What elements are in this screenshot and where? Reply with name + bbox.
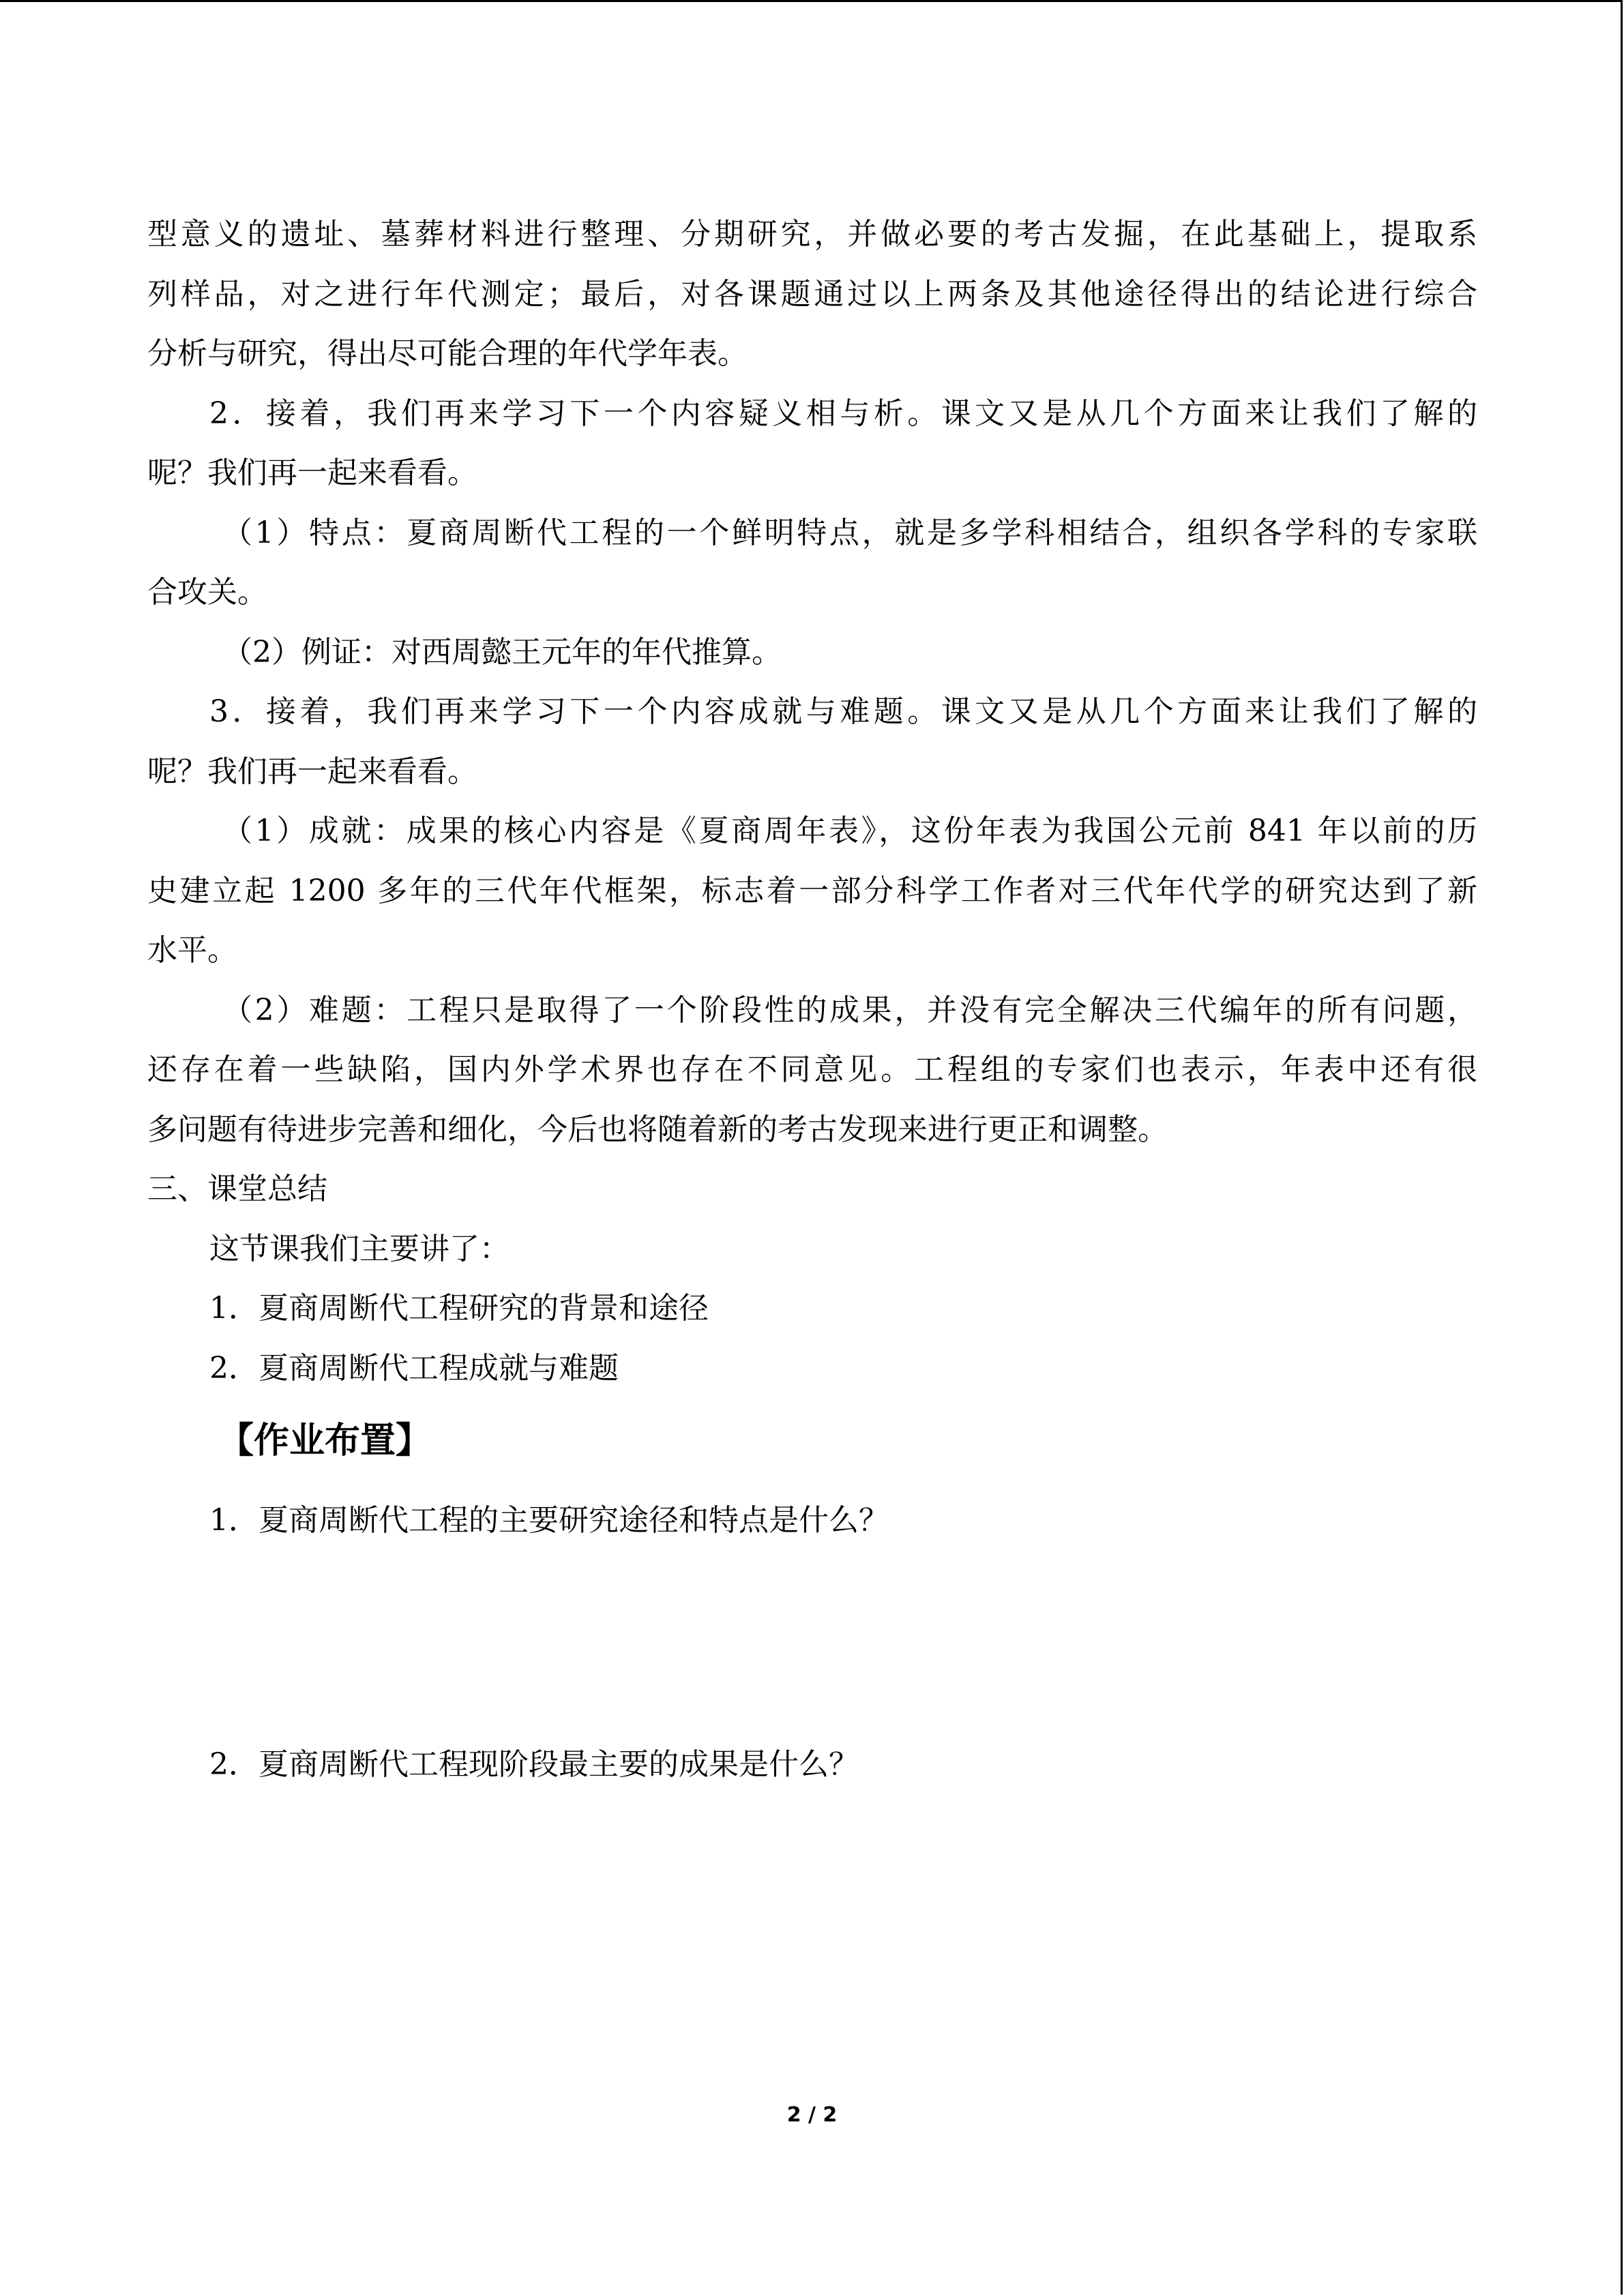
section-heading-summary: 三、课堂总结: [147, 1172, 327, 1206]
summary-item: 2．夏商周断代工程成就与难题: [209, 1350, 619, 1386]
paragraph-line: 列样品，对之进行年代测定；最后，对各课题通过以上两条及其他途径得出的结论进行综合: [147, 276, 1477, 312]
section-item-2: 2．接着，我们再来学习下一个内容疑义相与析。课文又是从几个方面来让我们了解的: [209, 396, 1477, 431]
homework-heading: 【作业布置】: [218, 1420, 432, 1461]
paragraph-line: 型意义的遗址、墓葬材料进行整理、分期研究，并做必要的考古发掘，在此基础上，提取系: [147, 217, 1477, 252]
summary-intro: 这节课我们主要讲了：: [209, 1231, 510, 1266]
paragraph-line: 分析与研究，得出尽可能合理的年代学年表。: [147, 336, 748, 371]
paragraph-line: 水平。: [147, 933, 237, 968]
sub-item-example: （2）例证：对西周懿王元年的年代推算。: [222, 634, 782, 670]
paragraph-line: 呢？我们再一起来看看。: [147, 754, 477, 789]
sub-item-achievement: （1）成就：成果的核心内容是《夏商周年表》，这份年表为我国公元前 841 年以前的历: [222, 814, 1477, 848]
paragraph-line: 呢？我们再一起来看看。: [147, 456, 477, 490]
sub-item-difficulty: （2）难题：工程只是取得了一个阶段性的成果，并没有完全解决三代编年的所有问题，: [222, 992, 1477, 1028]
homework-question: 2．夏商周断代工程现阶段最主要的成果是什么？: [209, 1747, 859, 1782]
page-number: 2 / 2: [786, 2103, 838, 2127]
homework-question: 1．夏商周断代工程的主要研究途径和特点是什么？: [209, 1503, 889, 1538]
sub-item-feature: （1）特点：夏商周断代工程的一个鲜明特点，就是多学科相结合，组织各学科的专家联: [222, 515, 1477, 550]
document-body: [147, 205, 1477, 1398]
paragraph-line: 多问题有待进步完善和细化，今后也将随着新的考古发现来进行更正和调整。: [147, 1112, 1168, 1147]
section-item-3: 3．接着，我们再来学习下一个内容成就与难题。课文又是从几个方面来让我们了解的: [209, 694, 1477, 729]
paragraph-line: 合攻关。: [147, 575, 267, 610]
paragraph-line: 还存在着一些缺陷，国内外学术界也存在不同意见。工程组的专家们也表示，年表中还有很: [147, 1052, 1477, 1087]
summary-item: 1．夏商周断代工程研究的背景和途径: [209, 1291, 709, 1326]
paragraph-line: 史建立起 1200 多年的三代年代框架，标志着一部分科学工作者对三代年代学的研究达到了新: [147, 873, 1477, 908]
